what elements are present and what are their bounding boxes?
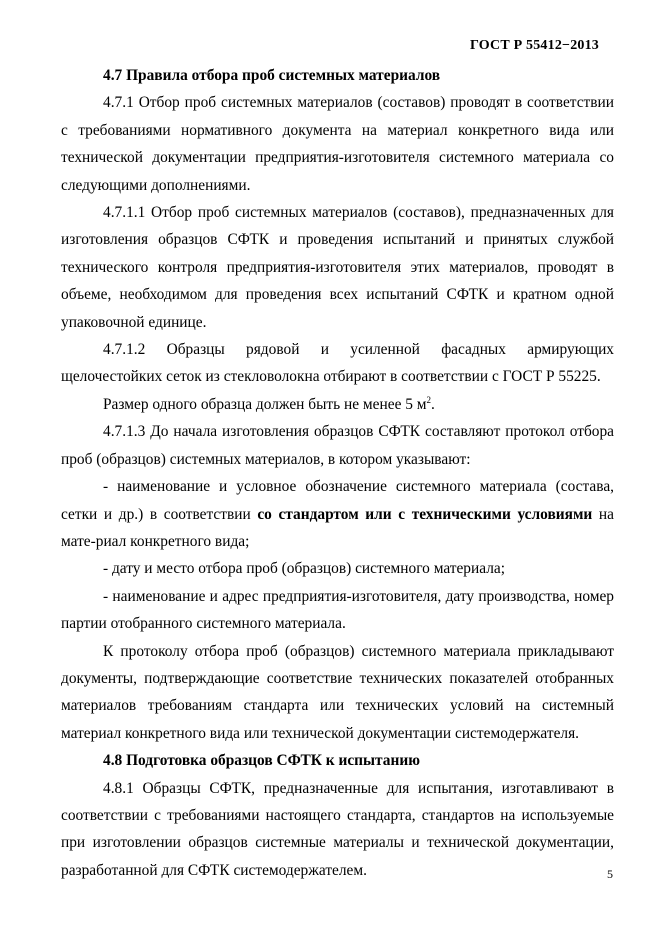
paragraph-4-7-1-3: 4.7.1.3 До начала изготовления образцов СФТК составляют протокол отбора проб (образцов) системных материалов, в котором указывают: xyxy=(61,423,614,468)
document-body xyxy=(61,62,614,884)
paragraph-4-7-1-1: 4.7.1.1 Отбор проб системных материалов (составов), предназначенных для изготовления образцов СФТК и проведения испытаний и принятых службой технического контроля предприятия-изготовителя этих материалов, проводят в объеме, необходимом для проведения всех испытаний СФТК и кратном одной упаковочной единице. xyxy=(61,204,614,331)
paragraph-4-7-1: 4.7.1 Отбор проб системных материалов (составов) проводят в соответствии с требованиями нормативного документа на материал конкретного вида или технической документации предприятия-изготовителя системного материала со следующими дополнениями. xyxy=(61,94,614,194)
list-item-designation-start: - наименование и условное обозначение системного материала (состава, сетки и др.) в соответствии xyxy=(61,478,614,523)
list-item-manufacturer: - наименование и адрес предприятия-изготовителя, дату производства, номер партии отобранного системного материала. xyxy=(61,587,614,633)
paragraph-4-7-1-2: 4.7.1.2 Образцы рядовой и усиленной фасадных армирующих щелочестойких сеток из стекловолокна отбирают в соответствии с ГОСТ Р 55225. xyxy=(61,341,614,386)
sample-size-text: Размер одного образца должен быть не менее 5 м xyxy=(103,395,427,413)
paragraph-protocol-attachments: К протоколу отбора проб (образцов) системного материала прикладывают документы, подтверждающие соответствие технических показателей отобранных материалов требованиям стандарта или технических условий на системный материал конкретного вида или технической документации системодержателя. xyxy=(61,642,614,742)
section-heading-4-8: 4.8 Подготовка образцов СФТК к испытанию xyxy=(103,752,420,770)
section-heading-4-7: 4.7 Правила отбора проб системных материалов xyxy=(103,67,441,84)
sample-size-end: . xyxy=(431,395,435,413)
paragraph-sample-size xyxy=(61,391,614,418)
list-item-designation-bold: со стандартом или с техническими условиями xyxy=(257,505,593,523)
page-number: 5 xyxy=(607,867,613,881)
document-header-standard: ГОСТ Р 55412−2013 xyxy=(470,38,599,53)
sample-size-superscript: 2 xyxy=(426,394,432,405)
paragraph-4-8-1: 4.8.1 Образцы СФТК, предназначенные для испытания, изготавливают в соответствии с требованиями настоящего стандарта, стандартов на используемые при изготовлении образцов системные материалы и технической документации, разработанной для СФТК системодержателем. xyxy=(61,779,614,879)
list-item-date-place: - дату и место отбора проб (образцов) системного материала; xyxy=(103,560,505,578)
list-item-designation xyxy=(61,473,614,555)
list-item-designation-end: на мате-риал конкретного вида; xyxy=(61,505,614,550)
